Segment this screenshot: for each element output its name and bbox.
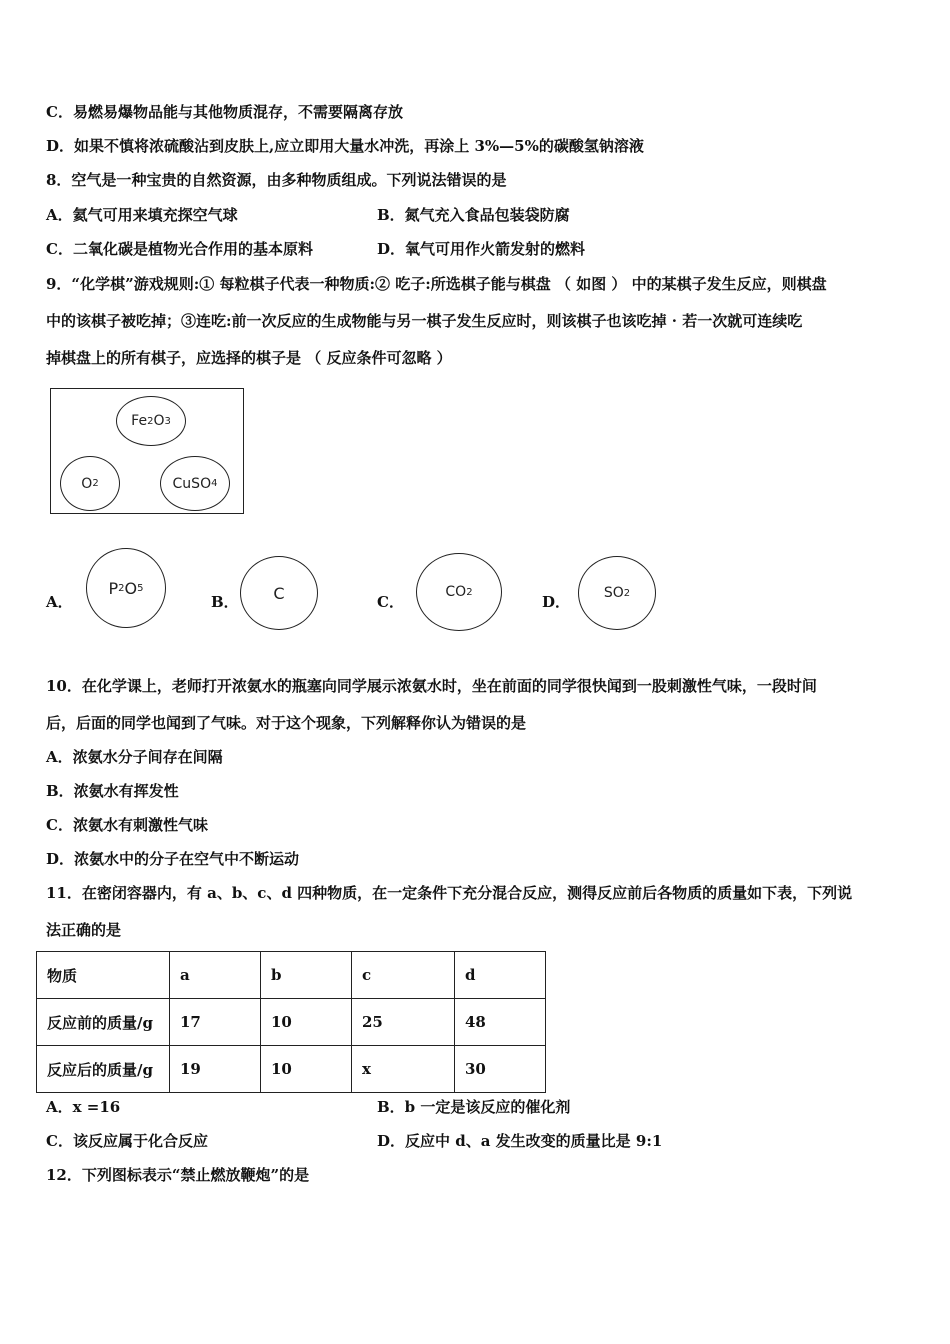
board-piece-o2: O 2 bbox=[60, 456, 120, 511]
table-cell: 17 bbox=[170, 999, 261, 1046]
table-header-cell: 物质 bbox=[37, 952, 170, 999]
mass-table bbox=[36, 951, 546, 1093]
table-header-row bbox=[37, 952, 546, 999]
q9-option-b-piece: C bbox=[240, 556, 318, 630]
table-header-cell: d bbox=[455, 952, 546, 999]
q11-stem-line2: 法正确的是 bbox=[46, 921, 122, 939]
q8-option-c: C．二氧化碳是植物光合作用的基本原料 bbox=[46, 240, 313, 258]
q8-option-d: D．氧气可用作火箭发射的燃料 bbox=[377, 240, 586, 258]
table-cell: 反应后的质量/g bbox=[37, 1046, 170, 1093]
q9-option-a-label: A． bbox=[46, 593, 73, 611]
q10-stem-line2: 后，后面的同学也闻到了气味。对于这个现象，下列解释你认为错误的是 bbox=[46, 714, 527, 732]
q11-stem-line1: 11．在密闭容器内，有 a、b、c、d 四种物质，在一定条件下充分混合反应，测得反应前后各物质的质量如下表，下列说 bbox=[46, 884, 853, 902]
q9-option-d-piece: SO 2 bbox=[578, 556, 656, 630]
q9-stem-line3: 掉棋盘上的所有棋子，应选择的棋子是 （ 反应条件可忽略 ） bbox=[46, 349, 452, 367]
q11-option-b: B．b 一定是该反应的催化剂 bbox=[377, 1098, 571, 1116]
q9-stem-line1: 9．“化学棋”游戏规则:① 每粒棋子代表一种物质:② 吃子:所选棋子能与棋盘 （ 如图 ） 中的某棋子发生反应，则棋盘 bbox=[46, 275, 827, 293]
table-cell: 10 bbox=[261, 999, 352, 1046]
q9-stem-line2: 中的该棋子被吃掉；③连吃:前一次反应的生成物能与另一棋子发生反应时，则该棋子也该吃掉 · 若一次就可连续吃 bbox=[46, 312, 803, 330]
q9-option-b-label: B． bbox=[211, 593, 239, 611]
q11-option-a: A．x =16 bbox=[46, 1098, 121, 1116]
table-header-cell: b bbox=[261, 952, 352, 999]
table-cell: 10 bbox=[261, 1046, 352, 1093]
q8-option-a: A．氦气可用来填充探空气球 bbox=[46, 206, 238, 224]
q11-option-c: C．该反应属于化合反应 bbox=[46, 1132, 208, 1150]
q7-option-c: C．易燃易爆物品能与其他物质混存，不需要隔离存放 bbox=[46, 103, 403, 121]
q10-option-c: C．浓氨水有刺激性气味 bbox=[46, 816, 208, 834]
table-cell: 反应前的质量/g bbox=[37, 999, 170, 1046]
q9-option-a-piece: P 2 O 5 bbox=[86, 548, 166, 628]
table-cell: 30 bbox=[455, 1046, 546, 1093]
q10-option-b: B．浓氨水有挥发性 bbox=[46, 782, 179, 800]
table-cell: x bbox=[352, 1046, 455, 1093]
table-row bbox=[37, 1046, 546, 1093]
table-cell: 25 bbox=[352, 999, 455, 1046]
board-piece-fe2o3: Fe 2 O 3 bbox=[116, 396, 186, 446]
q8-option-b: B．氮气充入食品包装袋防腐 bbox=[377, 206, 570, 224]
table-cell: 48 bbox=[455, 999, 546, 1046]
q9-option-c-piece: CO 2 bbox=[416, 553, 502, 631]
board-piece-cuso4: CuSO 4 bbox=[160, 456, 230, 511]
table-header-cell: c bbox=[352, 952, 455, 999]
table-cell: 19 bbox=[170, 1046, 261, 1093]
table-row bbox=[37, 999, 546, 1046]
q9-option-d-label: D． bbox=[542, 593, 571, 611]
q7-option-d: D．如果不慎将浓硫酸沾到皮肤上,应立即用大量水冲洗，再涂上 3%—5%的碳酸氢钠溶液 bbox=[46, 137, 644, 155]
q10-option-d: D．浓氨水中的分子在空气中不断运动 bbox=[46, 850, 300, 868]
q11-option-d: D．反应中 d、a 发生改变的质量比是 9:1 bbox=[377, 1132, 663, 1150]
q9-option-c-label: C． bbox=[377, 593, 404, 611]
q12-stem: 12．下列图标表示“禁止燃放鞭炮”的是 bbox=[46, 1166, 310, 1184]
q10-option-a: A．浓氨水分子间存在间隔 bbox=[46, 748, 223, 766]
table-header-cell: a bbox=[170, 952, 261, 999]
q10-stem-line1: 10．在化学课上，老师打开浓氨水的瓶塞向同学展示浓氨水时，坐在前面的同学很快闻到一股刺激性气味，一段时间 bbox=[46, 677, 817, 695]
q8-stem: 8．空气是一种宝贵的自然资源，由多种物质组成。下列说法错误的是 bbox=[46, 171, 507, 189]
